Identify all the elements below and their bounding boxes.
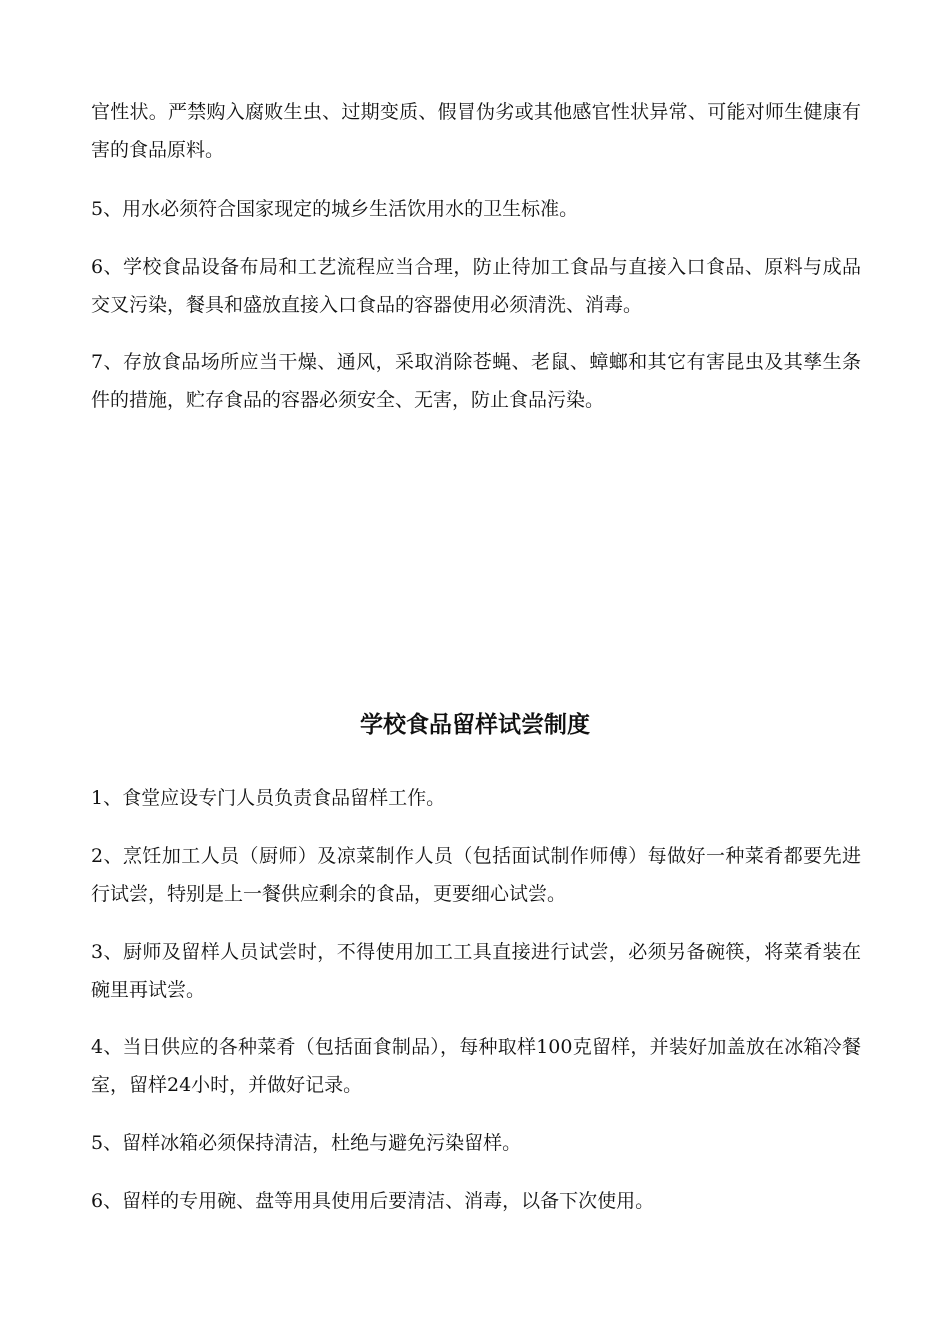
rule-2: 2、烹饪加工人员（厨师）及凉菜制作人员（包括面试制作师傅）每做好一种菜肴都要先进行试尝，特别是上一餐供应剩余的食品，更要细心试尝。 <box>91 845 861 905</box>
rule-6: 6、留样的专用碗、盘等用具使用后要清洁、消毒，以备下次使用。 <box>91 1190 655 1212</box>
paragraph-7: 7、存放食品场所应当干燥、通风，采取消除苍蝇、老鼠、蟑螂和其它有害昆虫及其孳生条件的措施，贮存食品的容器必须安全、无害，防止食品污染。 <box>91 351 861 411</box>
rule-1: 1、食堂应设专门人员负责食品留样工作。 <box>91 787 446 809</box>
paragraph-4-continued: 官性状。严禁购入腐败生虫、过期变质、假冒伪劣或其他感官性状异常、可能对师生健康有害的食品原料。 <box>91 101 861 161</box>
section-title: 学校食品留样试尝制度 <box>360 712 590 738</box>
rule-4: 4、当日供应的各种菜肴（包括面食制品），每种取样100克留样，并装好加盖放在冰箱冷餐室，留样24小时，并做好记录。 <box>91 1036 861 1096</box>
paragraph-5: 5、用水必须符合国家现定的城乡生活饮用水的卫生标准。 <box>91 198 579 220</box>
rule-5: 5、留样冰箱必须保持清洁，杜绝与避免污染留样。 <box>91 1132 522 1154</box>
paragraph-6: 6、学校食品设备布局和工艺流程应当合理，防止待加工食品与直接入口食品、原料与成品交叉污染，餐具和盛放直接入口食品的容器使用必须清洗、消毒。 <box>91 256 861 316</box>
rule-3: 3、厨师及留样人员试尝时，不得使用加工工具直接进行试尝，必须另备碗筷，将菜肴装在碗里再试尝。 <box>91 941 861 1001</box>
